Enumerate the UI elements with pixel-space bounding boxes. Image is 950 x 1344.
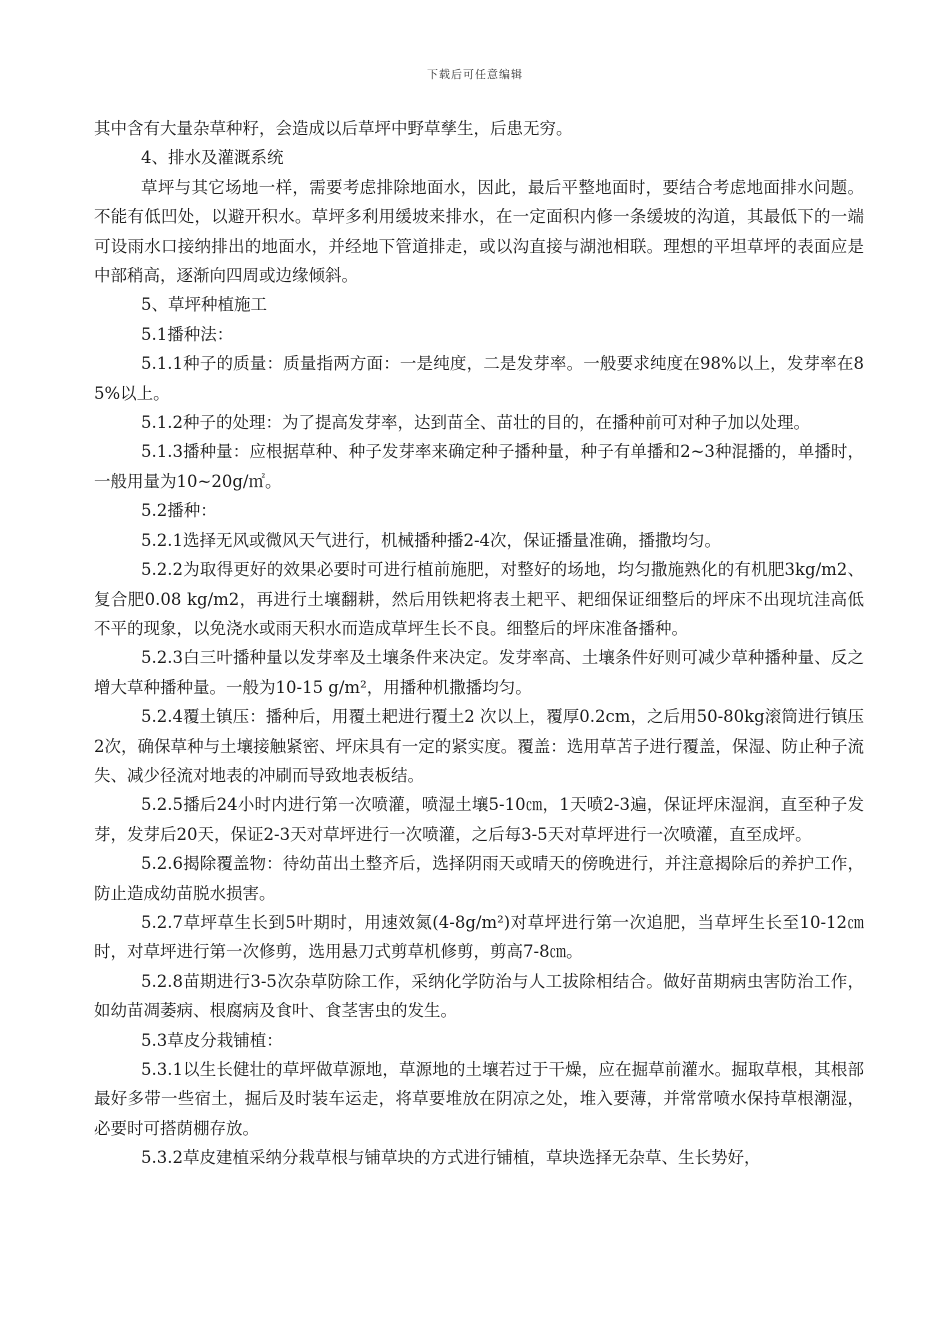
subsection-heading-5-2: 5.2播种：	[141, 501, 217, 521]
paragraph-1: 其中含有大量杂草种籽，会造成以后草坪中野草孳生，后患无穷。	[94, 119, 573, 138]
paragraph-5-2-4: 5.2.4覆土镇压：播种后，用覆土耙进行覆土2 次以上，覆厚0.2cm，之后用50-80kg滚筒进行镇压2次，确保草种与土壤接触紧密、坪床具有一定的紧实度。覆盖：选用草苫子进行覆盖，保湿、防止种子流失、减少径流对地表的冲刷而导致地表板结。	[94, 707, 864, 785]
section-heading-5: 5、草坪种植施工	[141, 295, 267, 315]
paragraph-5-1-3: 5.1.3播种量：应根据草种、种子发芽率来确定种子播种量，种子有单播和2~3种混播的，单播时，一般用量为10~20g/㎡。	[94, 442, 864, 491]
paragraph-5-2-6: 5.2.6揭除覆盖物：待幼苗出土整齐后，选择阴雨天或晴天的傍晚进行，并注意揭除后的养护工作，防止造成幼苗脱水损害。	[94, 854, 864, 903]
section-heading-4: 4、排水及灌溉系统	[141, 148, 284, 168]
paragraph-5-2-8: 5.2.8苗期进行3-5次杂草防除工作，采纳化学防治与人工拔除相结合。做好苗期病虫害防治工作，如幼苗凋萎病、根腐病及食叶、食茎害虫的发生。	[94, 971, 864, 1021]
page-header: 下载后可任意编辑	[427, 68, 523, 81]
paragraph-5-2-3: 5.2.3白三叶播种量以发芽率及土壤条件来决定。发芽率高、土壤条件好则可减少草种播种量、反之增大草种播种量。一般为10-15 g/m²，用播种机撒播均匀。	[94, 648, 864, 697]
subsection-heading-5-3: 5.3草皮分栽铺植：	[141, 1030, 283, 1050]
subsection-heading-5-1: 5.1播种法：	[141, 324, 234, 344]
document-body	[94, 114, 864, 1173]
paragraph-5-2-5: 5.2.5播后24小时内进行第一次喷灌，喷湿土壤5-10㎝，1天喷2-3遍，保证坪床湿润，直至种子发芽，发芽后20天，保证2-3天对草坪进行一次喷灌，之后每3-5天对草坪进行一次喷灌，直至成坪。	[94, 795, 864, 844]
paragraph-5-3-1: 5.3.1以生长健壮的草坪做草源地，草源地的土壤若过于干燥，应在掘草前灌水。掘取草根，其根部最好多带一些宿土，掘后及时装车运走，将草要堆放在阴凉之处，堆入要薄，并常常喷水保持草根潮湿，必要时可搭荫棚存放。	[94, 1060, 864, 1138]
paragraph-5-2-7: 5.2.7草坪草生长到5叶期时，用速效氮(4-8g/m²)对草坪进行第一次追肥，当草坪生长至10-12㎝时，对草坪进行第一次修剪，选用悬刀式剪草机修剪，剪高7-8㎝。	[94, 912, 864, 962]
paragraph-5-2-1: 5.2.1选择无风或微风天气进行，机械播种播2-4次，保证播量准确，播撒均匀。	[141, 530, 722, 550]
paragraph-5-1-2: 5.1.2种子的处理：为了提高发芽率，达到苗全、苗壮的目的，在播种前可对种子加以处理。	[141, 413, 810, 433]
paragraph-5-1-1: 5.1.1种子的质量：质量指两方面：一是纯度，二是发芽率。一般要求纯度在98%以上，发芽率在85%以上。	[94, 354, 864, 403]
paragraph-5-2-2: 5.2.2为取得更好的效果必要时可进行植前施肥，对整好的场地，均匀撒施熟化的有机肥3kg/m2、复合肥0.08 kg/m2，再进行土壤翻耕，然后用铁耙将表土耙平、耙细保证细整后的坪床不出现坑洼高低不平的现象，以免浇水或雨天积水而造成草坪生长不良。细整后的坪床准备播种。	[94, 560, 864, 638]
paragraph-5-3-2: 5.3.2草皮建植采纳分栽草根与铺草块的方式进行铺植，草块选择无杂草、生长势好，	[141, 1148, 761, 1168]
paragraph-drainage: 草坪与其它场地一样，需要考虑排除地面水，因此，最后平整地面时，要结合考虑地面排水问题。不能有低凹处，以避开积水。草坪多利用缓坡来排水，在一定面积内修一条缓坡的沟道，其最低下的一端可设雨水口接纳排出的地面水，并经地下管道排走，或以沟直接与湖池相联。理想的平坦草坪的表面应是中部稍高，逐渐向四周或边缘倾斜。	[94, 177, 864, 286]
